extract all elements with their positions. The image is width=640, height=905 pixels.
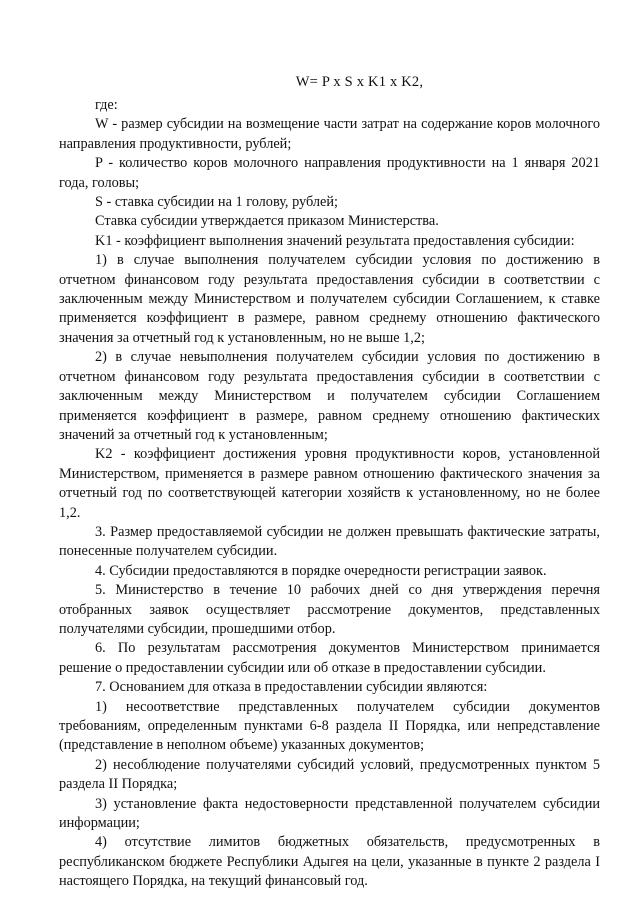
paragraph: 4) отсутствие лимитов бюджетных обязательств, предусмотренных в республиканском бюджете Республики Адыгея на цели, указанные в пункте 2 раздела I настоящего Порядка, на текущий финансовый год.	[59, 834, 600, 890]
paragraph: 5. Министерство в течение 10 рабочих дней со дня утверждения перечня отобранных заявок осуществляет рассмотрение документов, представленных получателями субсидии, прошедшими отбор.	[59, 582, 600, 637]
paragraph: 2) несоблюдение получателями субсидий условий, предусмотренных пунктом 5 раздела II Порядка;	[59, 756, 600, 793]
paragraph: Ставка субсидии утверждается приказом Министерства.	[95, 213, 439, 230]
paragraph: 7. Основанием для отказа в предоставлении субсидии являются:	[95, 679, 488, 696]
paragraph: S - ставка субсидии на 1 голову, рублей;	[95, 194, 339, 211]
paragraph: 3. Размер предоставляемой субсидии не должен превышать фактические затраты, понесенные получателем субсидии.	[59, 523, 600, 560]
paragraph: 1) в случае выполнения получателем субсидии условия по достижению в отчетном финансовом году результата предоставления субсидии в соответствии с заключенным между Министерством и получателем субсидии Соглашением, к ставке применяется коэффициент в размере, равном среднему отношению фактического значения за отчетный год к установленным, но не выше 1,2;	[59, 252, 600, 346]
paragraph: 6. По результатам рассмотрения документов Министерством принимается решение о предоставлении субсидии или об отказе в предоставлении субсидии.	[59, 640, 600, 676]
paragraph: K1 - коэффициент выполнения значений результата предоставления субсидии:	[95, 232, 575, 249]
paragraph: W - размер субсидии на возмещение части затрат на содержание коров молочного направления продуктивности, рублей;	[59, 116, 600, 152]
formula: W= P x S x K1 x K2,	[295, 74, 424, 90]
paragraph: K2 - коэффициент достижения уровня продуктивности коров, установленной Министерством, применяется в размере равном отношению фактического значения за отчетный год по соответствующей категории хозяйств к установленному, но не более 1,2.	[59, 446, 600, 521]
paragraph: 3) установление факта недостоверности представленной получателем субсидии информации;	[59, 795, 600, 832]
paragraph: 1) несоответствие представленных получателем субсидии документов требованиям, определенным пунктами 6-8 раздела II Порядка, или непредставление (представление в неполном объеме) указанных документов;	[59, 698, 600, 754]
paragraph: где:	[95, 97, 118, 113]
document-body	[59, 96, 600, 892]
paragraph: P - количество коров молочного направления продуктивности на 1 января 2021 года, головы;	[59, 155, 600, 191]
paragraph: 2) в случае невыполнения получателем субсидии условия по достижению в отчетном финансовом году результата предоставления субсидии в соответствии с заключенным между Министерством и получателем субсидии Соглашением применяется коэффициент в размере, равном среднему отношению фактических значений за отчетный год к установленным;	[59, 349, 600, 443]
paragraph: 4. Субсидии предоставляются в порядке очередности регистрации заявок.	[95, 562, 547, 579]
